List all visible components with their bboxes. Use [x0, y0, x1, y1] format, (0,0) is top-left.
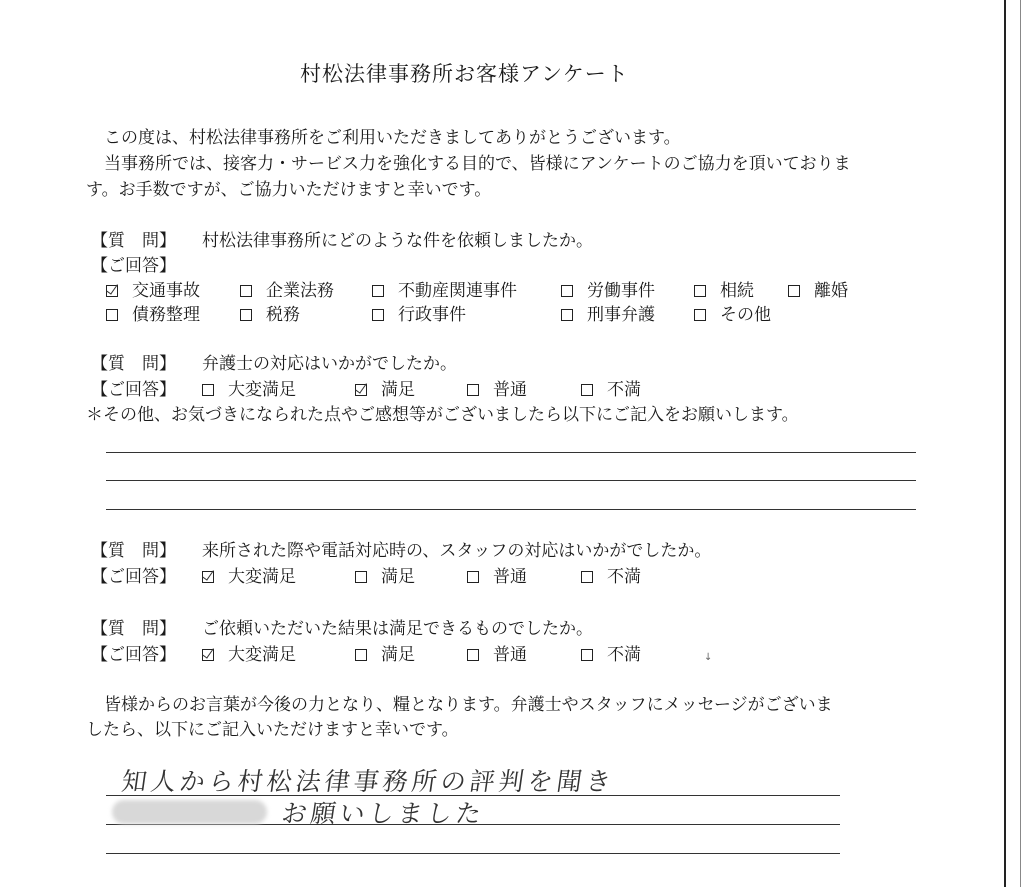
- q4-option-very-satisfied[interactable]: 大変満足: [202, 645, 296, 665]
- q4-question-text: ご依頼いただいた結果は満足できるものでしたか。: [202, 619, 593, 639]
- q1-answer-tag: 【ご回答】: [91, 256, 176, 276]
- checkbox-checked-icon[interactable]: [106, 285, 118, 297]
- stray-mark: ↓: [704, 652, 713, 663]
- message-line-1: 皆様からのお言葉が今後の力となり、糧となります。弁護士やスタッフにメッセージがございま: [104, 695, 833, 715]
- checkbox-icon[interactable]: [240, 309, 252, 321]
- q2-question-text: 弁護士の対応はいかがでしたか。: [202, 354, 457, 374]
- checkbox-checked-icon[interactable]: [202, 649, 214, 661]
- q2-option-very-satisfied[interactable]: 大変満足: [202, 380, 296, 400]
- page-title: 村松法律事務所お客様アンケート: [300, 62, 629, 86]
- checkbox-icon[interactable]: [788, 285, 800, 297]
- q2-option-dissatisfied[interactable]: 不満: [581, 380, 641, 400]
- q1-option-inheritance[interactable]: 相続: [694, 281, 754, 301]
- q3-answer-tag: 【ご回答】: [91, 567, 176, 587]
- intro-line-1: この度は、村松法律事務所をご利用いただきましてありがとうございます。: [104, 128, 681, 148]
- intro-line-2: 当事務所では、接客力・サービス力を強化する目的で、皆様にアンケートのご協力を頂いておりま: [104, 154, 851, 174]
- q1-option-labor[interactable]: 労働事件: [561, 281, 655, 301]
- q1-option-tax[interactable]: 税務: [240, 305, 300, 325]
- checkbox-icon[interactable]: [240, 285, 252, 297]
- checkbox-icon[interactable]: [355, 649, 367, 661]
- checkbox-icon[interactable]: [202, 384, 214, 396]
- checkbox-icon[interactable]: [106, 309, 118, 321]
- q1-question-text: 村松法律事務所にどのような件を依頼しましたか。: [202, 231, 593, 251]
- q2-question-tag: 【質 問】: [91, 354, 176, 374]
- checkbox-icon[interactable]: [694, 285, 706, 297]
- q1-option-other[interactable]: その他: [694, 305, 771, 325]
- checkbox-icon[interactable]: [581, 384, 593, 396]
- intro-line-3: す。お手数ですが、ご協力いただけますと幸いです。: [86, 180, 492, 200]
- q4-answer-tag: 【ご回答】: [91, 645, 176, 665]
- comment-line-2: [106, 480, 916, 481]
- checkbox-icon[interactable]: [561, 309, 573, 321]
- q1-option-administrative[interactable]: 行政事件: [372, 305, 466, 325]
- q1-question-tag: 【質 問】: [91, 231, 176, 251]
- q3-option-satisfied[interactable]: 満足: [355, 567, 415, 587]
- q4-option-dissatisfied[interactable]: 不満: [581, 645, 641, 665]
- checkbox-icon[interactable]: [372, 285, 384, 297]
- q3-option-normal[interactable]: 普通: [467, 567, 527, 587]
- q1-option-debt[interactable]: 債務整理: [106, 305, 200, 325]
- q2-answer-tag: 【ご回答】: [91, 380, 176, 400]
- checkbox-icon[interactable]: [467, 384, 479, 396]
- q2-comment-prompt: ＊その他、お気づきになられた点やご感想等がございましたら以下にご記入をお願いします。: [86, 405, 799, 425]
- q3-question-tag: 【質 問】: [91, 541, 176, 561]
- q1-option-corporate-law[interactable]: 企業法務: [240, 281, 334, 301]
- checkbox-icon[interactable]: [372, 309, 384, 321]
- q1-option-divorce[interactable]: 離婚: [788, 281, 848, 301]
- q2-option-satisfied[interactable]: 満足: [355, 380, 415, 400]
- q2-option-normal[interactable]: 普通: [467, 380, 527, 400]
- q4-option-satisfied[interactable]: 満足: [355, 645, 415, 665]
- checkbox-checked-icon[interactable]: [202, 571, 214, 583]
- checkbox-icon[interactable]: [467, 571, 479, 583]
- checkbox-icon[interactable]: [561, 285, 573, 297]
- q3-question-text: 来所された際や電話対応時の、スタッフの対応はいかがでしたか。: [202, 541, 712, 561]
- handwritten-message-line-2: お願いしました: [279, 799, 487, 828]
- q1-option-real-estate[interactable]: 不動産関連事件: [372, 281, 517, 301]
- q3-option-dissatisfied[interactable]: 不満: [581, 567, 641, 587]
- redacted-area: [112, 800, 267, 824]
- comment-line-1: [106, 452, 916, 453]
- page-edge-line-outer: [1020, 0, 1021, 887]
- checkbox-icon[interactable]: [467, 649, 479, 661]
- checkbox-icon[interactable]: [694, 309, 706, 321]
- checkbox-icon[interactable]: [581, 649, 593, 661]
- page-edge-line: [1004, 0, 1006, 887]
- q4-option-normal[interactable]: 普通: [467, 645, 527, 665]
- checkbox-checked-icon[interactable]: [355, 384, 367, 396]
- message-line-2: したら、以下にご記入いただけますと幸いです。: [86, 720, 459, 740]
- q1-option-criminal[interactable]: 刑事弁護: [561, 305, 655, 325]
- checkbox-icon[interactable]: [581, 571, 593, 583]
- q4-question-tag: 【質 問】: [91, 619, 176, 639]
- comment-line-3: [106, 509, 916, 510]
- q3-option-very-satisfied[interactable]: 大変満足: [202, 567, 296, 587]
- checkbox-icon[interactable]: [355, 571, 367, 583]
- q1-option-traffic-accident[interactable]: 交通事故: [106, 281, 200, 301]
- handwritten-message-line-1: 知人から村松法律事務所の評判を聞き: [119, 767, 617, 796]
- message-line-rule-3: [106, 853, 840, 854]
